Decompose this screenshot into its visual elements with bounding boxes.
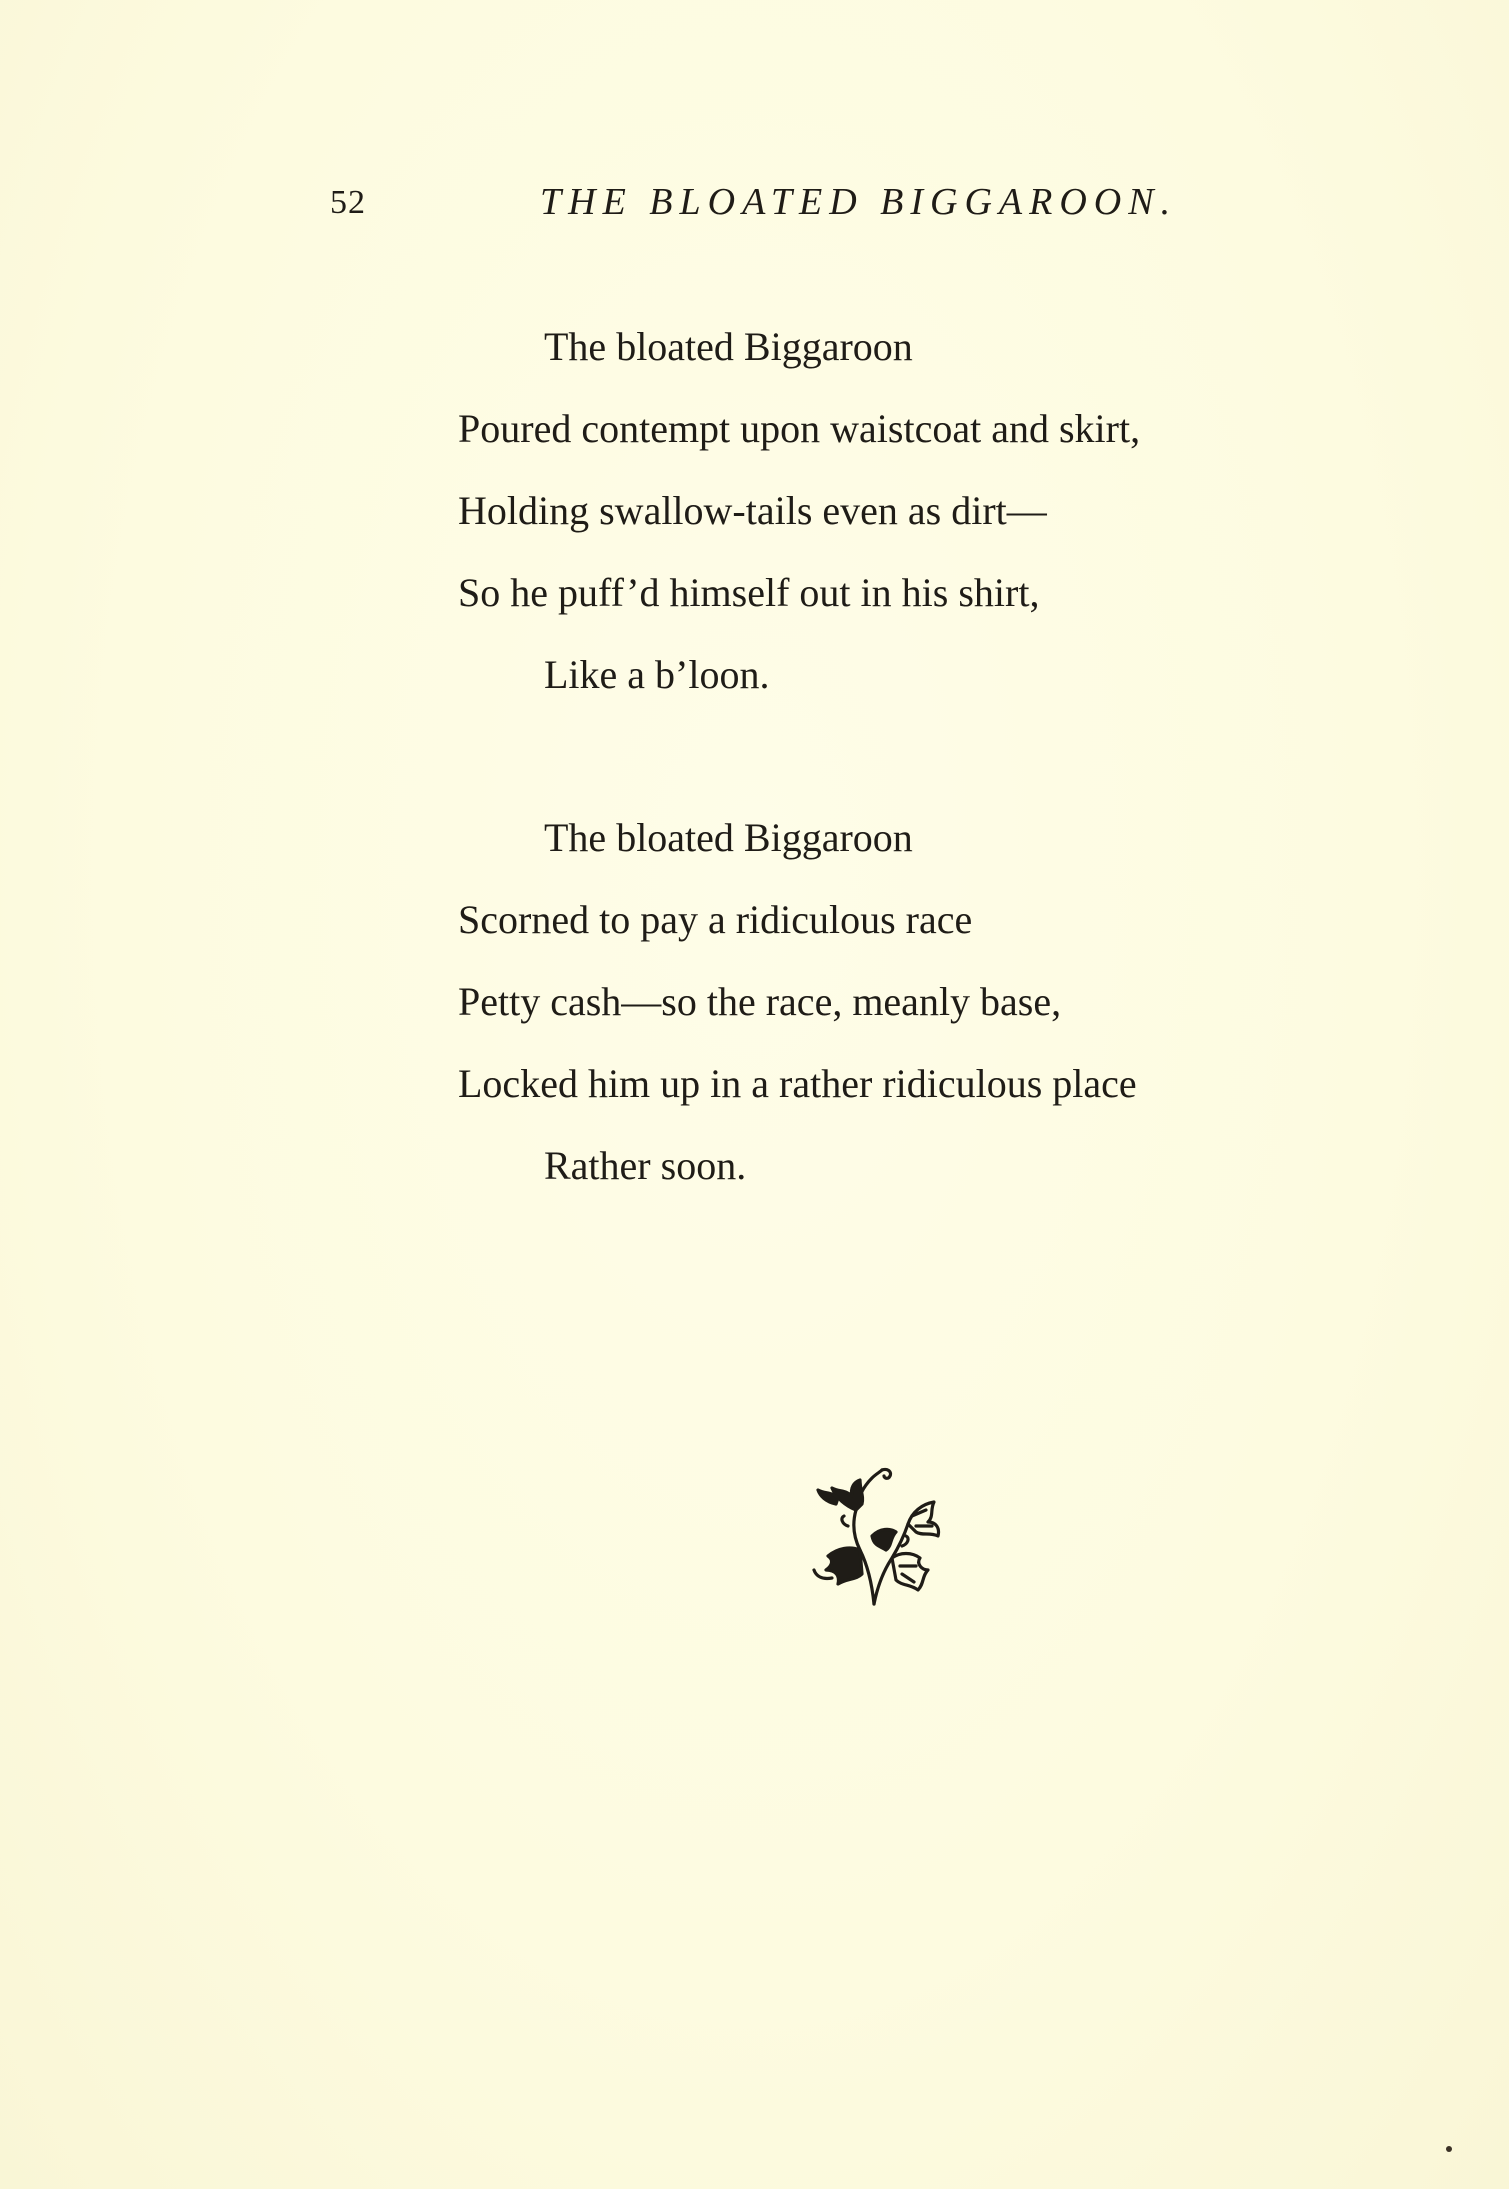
poem-line: Locked him up in a rather ridiculous place bbox=[458, 1061, 1137, 1106]
poem-line: Holding swallow-tails even as dirt— bbox=[458, 488, 1047, 533]
poem-line: Like a b’loon. bbox=[544, 652, 770, 697]
poem-line: Petty cash—so the race, meanly base, bbox=[458, 979, 1062, 1024]
page-number: 52 bbox=[330, 184, 366, 221]
stanza-2 bbox=[458, 797, 1358, 1207]
poem-line: Poured contempt upon waistcoat and skirt, bbox=[458, 406, 1141, 451]
poem-line: Scorned to pay a ridiculous race bbox=[458, 897, 973, 942]
stanza-1 bbox=[458, 306, 1358, 716]
poem-line: The bloated Biggaroon bbox=[544, 324, 913, 369]
paper-speck bbox=[1446, 2146, 1452, 2152]
poem-line: Rather soon. bbox=[544, 1143, 747, 1188]
poem-line: So he puff’d himself out in his shirt, bbox=[458, 570, 1040, 615]
poem-line: The bloated Biggaroon bbox=[544, 815, 913, 860]
running-title: THE BLOATED BIGGAROON. bbox=[540, 181, 1178, 223]
floral-vine-ornament-icon bbox=[812, 1466, 942, 1606]
